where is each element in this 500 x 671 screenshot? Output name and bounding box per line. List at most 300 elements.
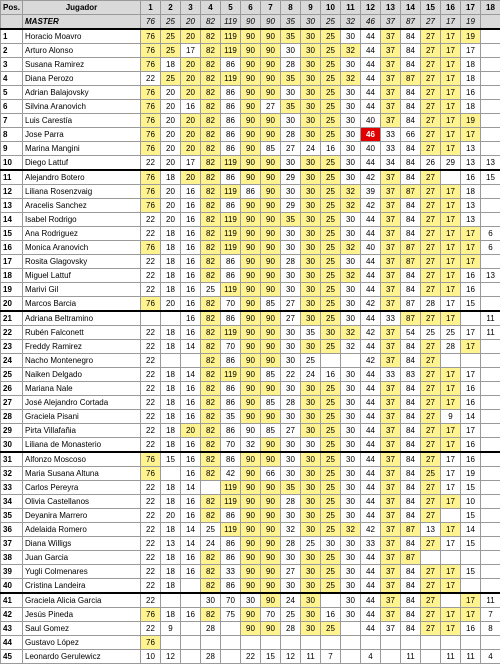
score-cell: 37: [381, 438, 401, 453]
score-cell: 44: [361, 622, 381, 636]
score-cell: 25: [201, 523, 221, 537]
score-cell: 90: [241, 410, 261, 424]
score-cell: 30: [341, 368, 361, 382]
score-cell: 44: [361, 551, 381, 565]
row-position: 41: [1, 593, 23, 608]
score-cell: 25: [321, 382, 341, 396]
score-cell: 87: [401, 523, 421, 537]
score-cell: 18: [161, 579, 181, 594]
score-cell: 82: [201, 382, 221, 396]
score-cell: 37: [381, 410, 401, 424]
score-cell: 27: [421, 311, 441, 326]
score-cell: 17: [441, 579, 461, 594]
score-cell: 26: [421, 156, 441, 171]
score-cell: 90: [241, 156, 261, 171]
row-player-name: Horacio Moavro: [23, 29, 141, 44]
score-cell: 18: [161, 523, 181, 537]
score-cell: 30: [341, 156, 361, 171]
score-cell: 25: [321, 128, 341, 142]
row-position: 4: [1, 72, 23, 86]
master-label: MASTER: [23, 15, 141, 30]
score-cell: 22: [141, 523, 161, 537]
score-cell: 25: [321, 340, 341, 354]
score-cell: 37: [381, 185, 401, 199]
table-row: [1, 608, 500, 622]
score-cell: 84: [401, 509, 421, 523]
score-cell: 30: [341, 170, 361, 185]
score-cell: 28: [281, 58, 301, 72]
score-cell: 90: [261, 311, 281, 326]
score-cell: 18: [161, 269, 181, 283]
score-cell: 16: [181, 495, 201, 509]
header-hole: 1: [141, 1, 161, 15]
score-cell: 30: [301, 283, 321, 297]
score-cell: [461, 354, 481, 368]
score-cell: 30: [281, 551, 301, 565]
score-cell: 22: [141, 213, 161, 227]
master-value: 32: [341, 15, 361, 30]
score-cell: 17: [461, 255, 481, 269]
score-cell: [481, 128, 500, 142]
score-cell: 25: [321, 100, 341, 114]
row-position: 7: [1, 114, 23, 128]
score-cell: 30: [301, 340, 321, 354]
score-cell: 15: [461, 537, 481, 551]
score-cell: 16: [181, 565, 201, 579]
score-cell: 20: [161, 100, 181, 114]
score-cell: 27: [421, 58, 441, 72]
master-value: 30: [301, 15, 321, 30]
score-cell: 16: [321, 142, 341, 156]
score-cell: [481, 509, 500, 523]
score-cell: 90: [241, 354, 261, 368]
score-cell: 16: [181, 100, 201, 114]
score-cell: 9: [161, 622, 181, 636]
row-position: 3: [1, 58, 23, 72]
score-cell: 90: [261, 579, 281, 594]
score-cell: [421, 650, 441, 664]
score-cell: 90: [261, 340, 281, 354]
score-cell: [361, 636, 381, 650]
score-cell: 44: [361, 156, 381, 171]
score-cell: 33: [381, 368, 401, 382]
score-cell: [441, 354, 461, 368]
score-cell: 22: [141, 579, 161, 594]
score-cell: 25: [321, 495, 341, 509]
row-player-name: Pirta Villafañia: [23, 424, 141, 438]
score-cell: 30: [301, 227, 321, 241]
score-cell: 17: [441, 269, 461, 283]
score-cell: 20: [161, 156, 181, 171]
score-cell: 35: [221, 410, 241, 424]
score-cell: 30: [301, 213, 321, 227]
score-cell: 82: [201, 410, 221, 424]
score-cell: 70: [221, 593, 241, 608]
score-cell: [141, 311, 161, 326]
table-row: [1, 650, 500, 664]
score-cell: 27: [421, 283, 441, 297]
score-cell: 17: [461, 424, 481, 438]
score-cell: 11: [401, 650, 421, 664]
master-value: 90: [261, 15, 281, 30]
row-player-name: Rubén Falconett: [23, 326, 141, 340]
score-cell: 84: [401, 114, 421, 128]
table-row: [1, 128, 500, 142]
score-cell: 25: [301, 537, 321, 551]
score-cell: 25: [281, 608, 301, 622]
score-cell: 119: [221, 495, 241, 509]
score-cell: 87: [401, 255, 421, 269]
score-cell: 30: [341, 495, 361, 509]
row-player-name: Jose Parra: [23, 128, 141, 142]
score-cell: 20: [181, 29, 201, 44]
score-cell: 27: [421, 241, 441, 255]
score-cell: 90: [261, 199, 281, 213]
score-cell: 24: [301, 368, 321, 382]
row-player-name: Susana Ramirez: [23, 58, 141, 72]
score-cell: 8: [481, 622, 500, 636]
score-cell: 70: [221, 438, 241, 453]
score-cell: 86: [221, 255, 241, 269]
score-cell: 32: [341, 340, 361, 354]
score-cell: 30: [201, 593, 221, 608]
score-cell: 25: [321, 565, 341, 579]
score-cell: 90: [241, 467, 261, 481]
score-cell: 82: [201, 396, 221, 410]
score-cell: 25: [321, 297, 341, 312]
score-cell: 86: [241, 185, 261, 199]
score-cell: 119: [221, 368, 241, 382]
score-cell: 25: [321, 199, 341, 213]
score-cell: 18: [161, 382, 181, 396]
score-cell: 14: [181, 368, 201, 382]
score-cell: 90: [261, 509, 281, 523]
score-cell: 15: [461, 509, 481, 523]
row-player-name: Alfonzo Moscoso: [23, 452, 141, 467]
score-cell: 30: [281, 86, 301, 100]
header-hole: 7: [261, 1, 281, 15]
header-hole: 11: [341, 1, 361, 15]
score-cell: 16: [461, 283, 481, 297]
score-cell: [381, 636, 401, 650]
score-cell: 30: [301, 297, 321, 312]
score-cell: 17: [441, 452, 461, 467]
score-cell: 46: [361, 128, 381, 142]
header-hole: 18: [481, 1, 500, 15]
score-cell: 16: [181, 297, 201, 312]
score-cell: 90: [261, 241, 281, 255]
row-player-name: Juan Garcia: [23, 551, 141, 565]
score-cell: 30: [341, 481, 361, 495]
score-cell: 13: [421, 523, 441, 537]
score-cell: 84: [401, 100, 421, 114]
score-cell: 30: [301, 156, 321, 171]
row-player-name: Graciela Alicia Garcia: [23, 593, 141, 608]
score-cell: 84: [401, 495, 421, 509]
master-value: [481, 15, 500, 30]
score-cell: 34: [381, 156, 401, 171]
score-cell: 27: [421, 396, 441, 410]
score-cell: 17: [441, 114, 461, 128]
row-position: 28: [1, 410, 23, 424]
master-value: 82: [201, 15, 221, 30]
score-cell: 25: [321, 438, 341, 453]
score-cell: 18: [161, 283, 181, 297]
score-cell: [481, 142, 500, 156]
score-cell: 13: [461, 142, 481, 156]
score-cell: 22: [141, 509, 161, 523]
score-cell: 16: [321, 608, 341, 622]
score-cell: 30: [301, 424, 321, 438]
score-cell: [481, 481, 500, 495]
score-cell: 17: [441, 523, 461, 537]
master-value: 76: [141, 15, 161, 30]
score-cell: 30: [281, 326, 301, 340]
score-cell: [461, 579, 481, 594]
score-cell: 35: [281, 213, 301, 227]
score-cell: 14: [181, 481, 201, 495]
score-cell: 16: [181, 438, 201, 453]
score-cell: 25: [421, 326, 441, 340]
score-cell: 86: [221, 382, 241, 396]
score-cell: 86: [221, 199, 241, 213]
score-cell: 30: [301, 128, 321, 142]
score-cell: [461, 636, 481, 650]
row-position: 29: [1, 424, 23, 438]
score-cell: 16: [181, 255, 201, 269]
table-row: [1, 495, 500, 509]
score-cell: 76: [141, 58, 161, 72]
row-position: 30: [1, 438, 23, 453]
score-cell: 75: [221, 608, 241, 622]
score-cell: 42: [361, 170, 381, 185]
score-cell: 90: [241, 227, 261, 241]
score-cell: [321, 593, 341, 608]
row-player-name: Marina Mangini: [23, 142, 141, 156]
score-cell: 27: [421, 608, 441, 622]
score-cell: 44: [361, 382, 381, 396]
score-cell: 27: [421, 354, 441, 368]
score-cell: 30: [341, 29, 361, 44]
score-cell: 42: [361, 354, 381, 368]
row-position: 33: [1, 481, 23, 495]
score-cell: 119: [221, 481, 241, 495]
score-cell: [481, 340, 500, 354]
score-cell: 16: [181, 410, 201, 424]
score-cell: 90: [241, 326, 261, 340]
table-row: [1, 579, 500, 594]
score-cell: 27: [421, 213, 441, 227]
score-cell: 37: [381, 269, 401, 283]
score-cell: 20: [161, 509, 181, 523]
score-cell: 30: [281, 382, 301, 396]
score-cell: 16: [461, 622, 481, 636]
score-cell: [401, 636, 421, 650]
score-cell: 18: [161, 551, 181, 565]
score-cell: 30: [301, 565, 321, 579]
score-cell: [481, 297, 500, 312]
score-cell: 90: [241, 368, 261, 382]
score-cell: 17: [441, 58, 461, 72]
row-player-name: Liliana de Monasterio: [23, 438, 141, 453]
score-cell: 25: [321, 551, 341, 565]
score-cell: 119: [221, 185, 241, 199]
score-cell: 90: [241, 622, 261, 636]
score-cell: 90: [241, 86, 261, 100]
score-cell: 86: [221, 100, 241, 114]
score-cell: 87: [401, 185, 421, 199]
score-cell: 30: [301, 622, 321, 636]
score-cell: 32: [341, 241, 361, 255]
header-hole: 12: [361, 1, 381, 15]
score-cell: 37: [381, 283, 401, 297]
score-cell: 90: [241, 424, 261, 438]
score-cell: 17: [461, 368, 481, 382]
row-position: 24: [1, 354, 23, 368]
master-value: 17: [441, 15, 461, 30]
score-cell: 28: [281, 537, 301, 551]
score-cell: [481, 523, 500, 537]
score-cell: [421, 551, 441, 565]
score-cell: [221, 636, 241, 650]
score-cell: 17: [441, 142, 461, 156]
score-cell: 20: [181, 128, 201, 142]
score-cell: 90: [241, 100, 261, 114]
score-cell: [321, 354, 341, 368]
score-cell: 30: [341, 579, 361, 594]
score-cell: 20: [181, 72, 201, 86]
score-cell: 90: [241, 509, 261, 523]
score-cell: 17: [441, 495, 461, 509]
score-cell: 37: [381, 114, 401, 128]
score-cell: 17: [441, 608, 461, 622]
score-cell: 25: [321, 227, 341, 241]
score-cell: 119: [221, 156, 241, 171]
score-cell: [481, 495, 500, 509]
score-cell: 33: [361, 537, 381, 551]
score-cell: [481, 354, 500, 368]
master-value: 19: [461, 15, 481, 30]
score-cell: 30: [341, 593, 361, 608]
score-cell: [321, 636, 341, 650]
score-cell: 27: [421, 114, 441, 128]
score-cell: 24: [281, 593, 301, 608]
score-cell: [481, 452, 500, 467]
score-cell: 15: [481, 170, 500, 185]
header-hole: 9: [301, 1, 321, 15]
score-cell: 19: [461, 29, 481, 44]
score-cell: 90: [261, 86, 281, 100]
score-cell: 90: [261, 551, 281, 565]
score-cell: 25: [321, 424, 341, 438]
score-cell: [201, 481, 221, 495]
score-cell: 44: [361, 410, 381, 424]
score-cell: 82: [201, 199, 221, 213]
score-cell: 33: [381, 311, 401, 326]
header-hole: 5: [221, 1, 241, 15]
score-cell: 22: [141, 72, 161, 86]
score-cell: 37: [381, 58, 401, 72]
score-cell: 28: [441, 340, 461, 354]
score-cell: 90: [261, 255, 281, 269]
table-row: [1, 29, 500, 44]
score-cell: 37: [381, 326, 401, 340]
row-player-name: Gustavo López: [23, 636, 141, 650]
score-cell: 82: [201, 170, 221, 185]
score-cell: 16: [181, 269, 201, 283]
row-player-name: Miguel Lattuf: [23, 269, 141, 283]
score-cell: 32: [341, 185, 361, 199]
score-cell: 85: [261, 297, 281, 312]
score-cell: 30: [341, 537, 361, 551]
score-cell: 20: [181, 424, 201, 438]
score-cell: 17: [441, 537, 461, 551]
row-player-name: Isabel Rodrigo: [23, 213, 141, 227]
score-cell: [481, 579, 500, 594]
score-cell: 44: [361, 438, 381, 453]
score-cell: 90: [261, 283, 281, 297]
score-cell: 86: [221, 537, 241, 551]
row-position: 44: [1, 636, 23, 650]
score-cell: 35: [281, 72, 301, 86]
score-cell: 17: [441, 255, 461, 269]
score-cell: 76: [141, 142, 161, 156]
score-cell: 86: [221, 142, 241, 156]
score-cell: 76: [141, 170, 161, 185]
row-player-name: Marivi Gil: [23, 283, 141, 297]
score-cell: 32: [241, 438, 261, 453]
row-player-name: Naiken Delgado: [23, 368, 141, 382]
score-cell: [221, 650, 241, 664]
score-cell: 30: [301, 72, 321, 86]
score-cell: 86: [221, 170, 241, 185]
score-cell: 86: [221, 579, 241, 594]
score-cell: 32: [341, 269, 361, 283]
score-cell: 37: [381, 579, 401, 594]
score-cell: 25: [321, 156, 341, 171]
score-cell: 90: [261, 58, 281, 72]
score-cell: 27: [281, 565, 301, 579]
score-cell: 17: [441, 467, 461, 481]
score-cell: 86: [221, 311, 241, 326]
score-cell: 13: [461, 213, 481, 227]
score-cell: [481, 72, 500, 86]
score-cell: 84: [401, 213, 421, 227]
score-cell: 15: [461, 481, 481, 495]
score-cell: 84: [401, 227, 421, 241]
score-cell: 82: [201, 311, 221, 326]
score-cell: 25: [321, 170, 341, 185]
score-cell: 44: [361, 311, 381, 326]
score-cell: 17: [441, 44, 461, 58]
score-cell: 82: [201, 269, 221, 283]
score-cell: 42: [361, 297, 381, 312]
score-cell: 44: [361, 467, 381, 481]
score-cell: 84: [401, 467, 421, 481]
score-cell: [261, 636, 281, 650]
score-cell: [481, 213, 500, 227]
score-cell: 30: [341, 311, 361, 326]
score-cell: 84: [401, 44, 421, 58]
score-cell: 30: [301, 170, 321, 185]
score-cell: 30: [341, 396, 361, 410]
score-cell: 22: [141, 227, 161, 241]
score-cell: 18: [161, 438, 181, 453]
score-cell: 82: [201, 213, 221, 227]
score-cell: 90: [241, 311, 261, 326]
score-cell: 84: [401, 579, 421, 594]
score-cell: 30: [341, 58, 361, 72]
